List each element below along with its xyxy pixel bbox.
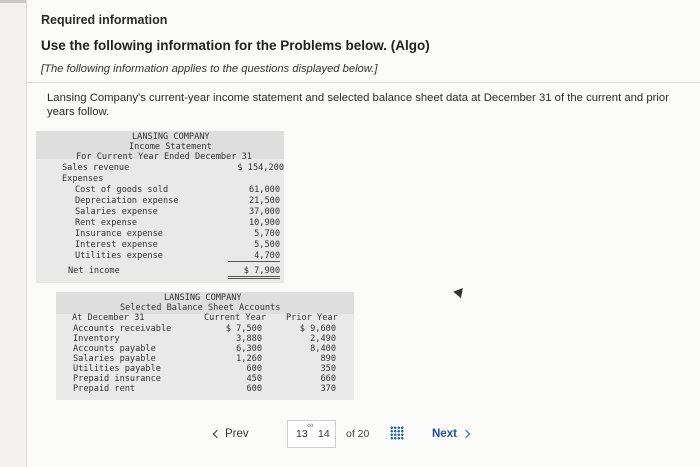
bs-row-current: 450 [246,374,262,384]
bs-row-current: 6,300 [236,344,262,354]
link-icon: ∞ [307,420,314,430]
bs-row-current: 600 [246,384,262,394]
income-statement [36,131,284,283]
bs-row-prior: 370 [320,384,336,394]
page-count: of 20 [346,428,370,440]
bs-col-label: At December 31 [72,313,145,323]
is-period: For Current Year Ended December 31 [76,152,252,162]
bs-row-prior: 890 [320,354,336,364]
expense-label: Insurance expense [75,229,163,239]
expense-label: Rent expense [75,218,138,228]
expense-value: 21,500 [248,196,280,206]
bs-row-current: 600 [246,364,262,374]
expense-value: 10,900 [248,218,280,228]
bs-row-prior: 8,400 [310,344,336,354]
bs-row-prior: 2,490 [310,334,336,344]
bs-row-prior: 350 [320,364,336,374]
is-title: Income Statement [129,142,212,152]
divider [27,82,700,83]
prev-button[interactable] [214,424,264,444]
next-button[interactable] [432,424,469,444]
bs-row-current: 3,880 [236,334,262,344]
bs-row-label: Accounts receivable [73,324,172,334]
next-label: Next [432,428,457,440]
expense-label: Depreciation expense [75,196,179,206]
balance-sheet [56,292,354,400]
expense-label: Cost of goods sold [75,185,169,195]
bs-row-label: Accounts payable [73,344,156,354]
expense-value: 61,000 [248,185,280,195]
is-sales-value: $ 154,200 [237,163,284,173]
bs-row-label: Prepaid rent [73,384,136,394]
bs-row-current: $ 7,500 [225,324,262,334]
expense-label: Utilities expense [75,251,163,261]
expense-value: 37,000 [248,207,280,217]
is-company: LANSING COMPANY [132,132,210,142]
intro-text: Lansing Company's current-year income statement and selected balance sheet data at December 31 of the current and prior years follow. [47,92,669,118]
is-expenses-label: Expenses [62,174,104,184]
bs-row-label: Prepaid insurance [73,374,161,384]
page-13[interactable]: 13 [296,428,308,440]
expense-label: Interest expense [75,240,158,250]
required-info-title: Required information [41,13,168,27]
bs-row-label: Salaries payable [73,354,156,364]
problem-note: [The following information applies to the questions displayed below.] [41,63,378,75]
expense-value: 4,700 [228,251,280,262]
expense-value: 5,500 [254,240,280,250]
net-income-value: $ 7,900 [228,266,280,279]
chevron-left-icon [213,430,221,438]
expense-value: 5,700 [254,229,280,239]
chevron-right-icon [462,430,470,438]
bs-row-label: Inventory [73,334,120,344]
bs-row-label: Utilities payable [73,364,161,374]
expense-label: Salaries expense [75,207,158,217]
bs-row-prior: $ 9,600 [299,324,336,334]
is-sales-label: Sales revenue [62,163,130,173]
bs-company: LANSING COMPANY [164,293,242,303]
page-14[interactable]: 14 [318,428,330,440]
bs-row-prior: 660 [320,374,336,384]
bs-row-current: 1,260 [236,354,262,364]
bs-col-current: Current Year [204,313,267,323]
problem-heading: Use the following information for the Problems below. (Algo) [41,38,430,53]
net-income-label: Net income [68,266,120,276]
bs-col-prior: Prior Year [286,313,338,323]
bs-title: Selected Balance Sheet Accounts [120,303,281,313]
prev-label: Prev [225,428,249,440]
grid-icon[interactable] [390,426,404,440]
